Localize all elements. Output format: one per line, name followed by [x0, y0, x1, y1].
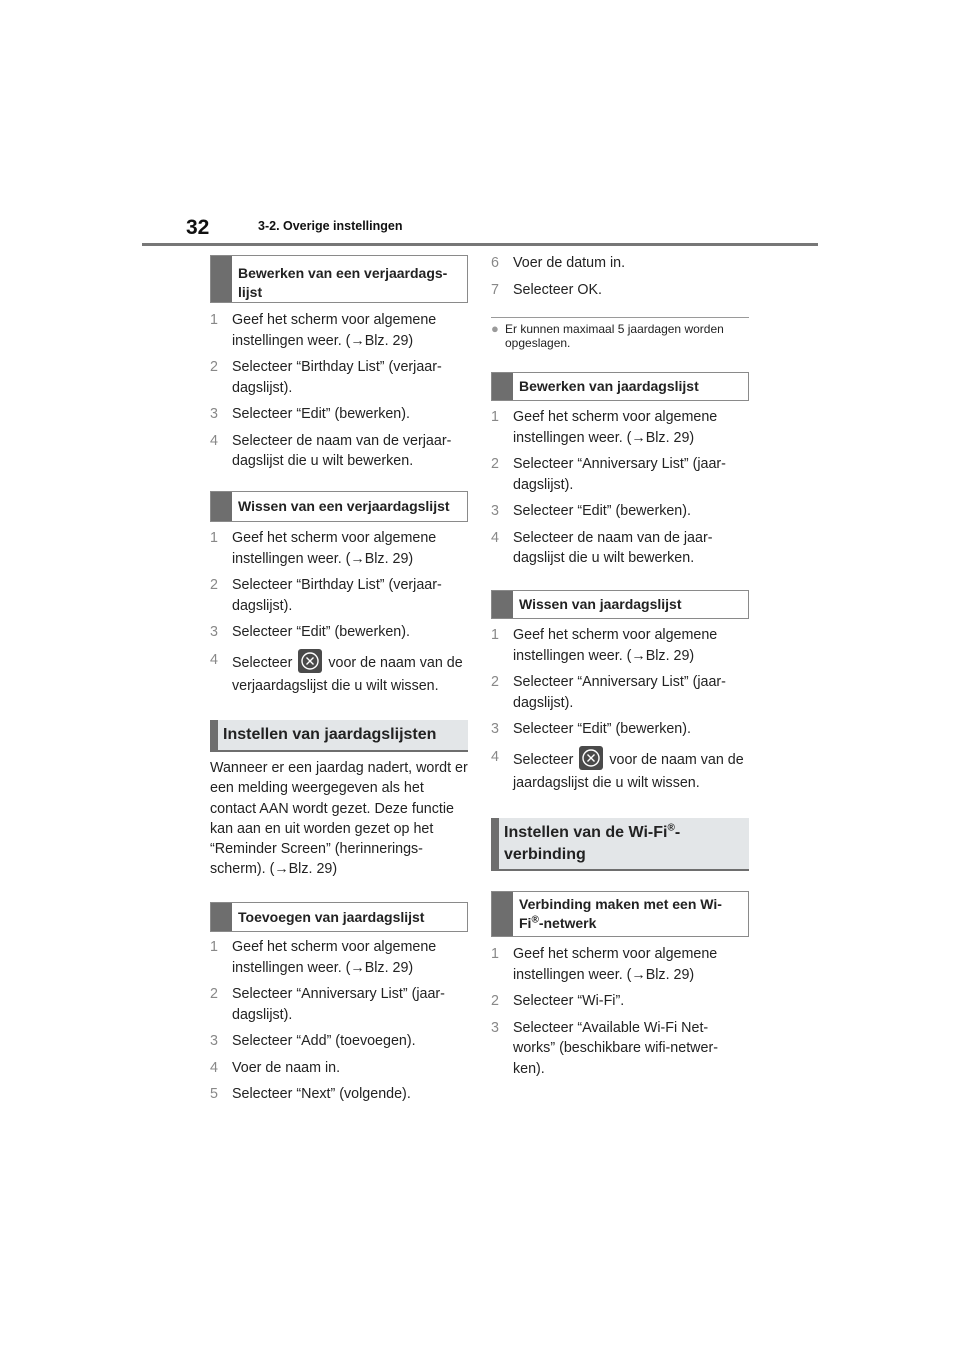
subheading-title: Toevoegen van jaardagslijst	[238, 909, 425, 925]
step: 1 Geef het scherm voor algemene instellingen weer. (→Blz. 29)	[210, 939, 437, 976]
step: 6 Voer de datum in.	[491, 255, 626, 271]
subheading-title: Bewerken van jaardagslijst	[519, 378, 699, 394]
step: 1 Geef het scherm voor algemene instellingen weer. (→Blz. 29)	[491, 946, 718, 983]
subheading-title: Wissen van jaardagslijst	[519, 596, 682, 612]
section-heading-anniversary-lists	[210, 720, 468, 752]
section-title: 3-2. Overige instellingen	[258, 219, 403, 233]
subheading-connect-wifi-network	[491, 891, 749, 937]
step: 4 Selecteer de naam van de verjaar-dagslijst die u wilt bewerken.	[210, 432, 452, 469]
steps-edit-anniversary-list	[491, 407, 749, 575]
step: 4 Voer de naam in.	[210, 1059, 341, 1076]
note: ● Er kunnen maximaal 5 jaardagen worden opgeslagen.	[491, 321, 724, 350]
step: 2 Selecteer “Anniversary List” (jaar-dagslijst).	[491, 456, 726, 493]
step: 3 Selecteer “Available Wi-Fi Net-works” (beschikbare wifi-netwer-ken).	[491, 1019, 718, 1077]
note-bullet-icon: ●	[491, 321, 499, 336]
anniversary-description: Wanneer er een jaardag nadert, wordt er een melding weergegeven als het contact AAN wordt gezet. Deze functie kan aan en uit worden gezet op het “Reminder Screen” (herinnerings-scherm). (→Blz. 29)	[210, 760, 468, 878]
subheading-title: Verbinding maken met een Wi-Fi®-netwerk	[519, 896, 722, 931]
step: 1 Geef het scherm voor algemene instellingen weer. (→Blz. 29)	[491, 627, 718, 664]
page-number: 32	[186, 216, 210, 239]
step: 5 Selecteer “Next” (volgende).	[210, 1086, 411, 1102]
subheading-delete-anniversary-list	[491, 590, 749, 619]
step: 3 Selecteer “Edit” (bewerken).	[491, 503, 691, 519]
section-heading-wifi-connection	[491, 818, 749, 871]
note-divider	[491, 317, 749, 318]
step: 2 Selecteer “Anniversary List” (jaar-dagslijst).	[210, 986, 445, 1023]
step: 1 Geef het scherm voor algemene instellingen weer. (→Blz. 29)	[491, 409, 718, 446]
step: 3 Selecteer “Edit” (bewerken).	[210, 406, 410, 422]
section-heading-title: Instellen van de Wi-Fi®- verbinding	[504, 822, 681, 863]
subheading-title: Wissen van een verjaardagslijst	[238, 498, 450, 514]
step: 2 Selecteer “Wi-Fi”.	[491, 993, 625, 1009]
step: 1 Geef het scherm voor algemene instellingen weer. (→Blz. 29)	[210, 530, 437, 567]
subheading-edit-anniversary-list	[491, 372, 749, 401]
section-heading-title: Instellen van jaardagslijsten	[223, 726, 437, 743]
subheading-edit-birthday-list	[210, 255, 468, 303]
steps-edit-birthday-list	[210, 310, 468, 478]
subheading-add-anniversary-list	[210, 902, 468, 932]
step: 4 Selecteer voor de naam van de jaardagslijst die u wilt wissen.	[491, 746, 749, 795]
step: 3 Selecteer “Edit” (bewerken).	[491, 721, 691, 737]
subheading-title: Bewerken van een verjaardags-lijst	[238, 265, 448, 300]
step: 3 Selecteer “Add” (toevoegen).	[210, 1033, 416, 1049]
step: 2 Selecteer “Birthday List” (verjaar-dagslijst).	[210, 577, 442, 614]
delete-x-icon	[298, 649, 322, 673]
step: 4 Selecteer de naam van de jaar-dagslijst die u wilt bewerken.	[491, 529, 713, 566]
delete-x-icon	[579, 746, 603, 770]
step: 3 Selecteer “Edit” (bewerken).	[210, 624, 410, 640]
header-rule	[142, 243, 818, 246]
step: 2 Selecteer “Birthday List” (verjaar-dagslijst).	[210, 359, 442, 396]
step: 4 Selecteer voor de naam van de verjaardagslijst die u wilt wissen.	[210, 649, 468, 698]
steps-connect-wifi-network	[491, 944, 749, 1085]
subheading-delete-birthday-list	[210, 491, 468, 522]
step: 7 Selecteer OK.	[491, 281, 602, 298]
page-header	[142, 212, 818, 246]
step: 1 Geef het scherm voor algemene instellingen weer. (→Blz. 29)	[210, 312, 437, 349]
steps-add-anniversary-continued	[491, 253, 749, 306]
steps-delete-birthday-list	[210, 528, 468, 704]
steps-delete-anniversary-list	[491, 625, 749, 801]
step: 2 Selecteer “Anniversary List” (jaar-dagslijst).	[491, 674, 726, 711]
steps-add-anniversary-list	[210, 937, 468, 1111]
